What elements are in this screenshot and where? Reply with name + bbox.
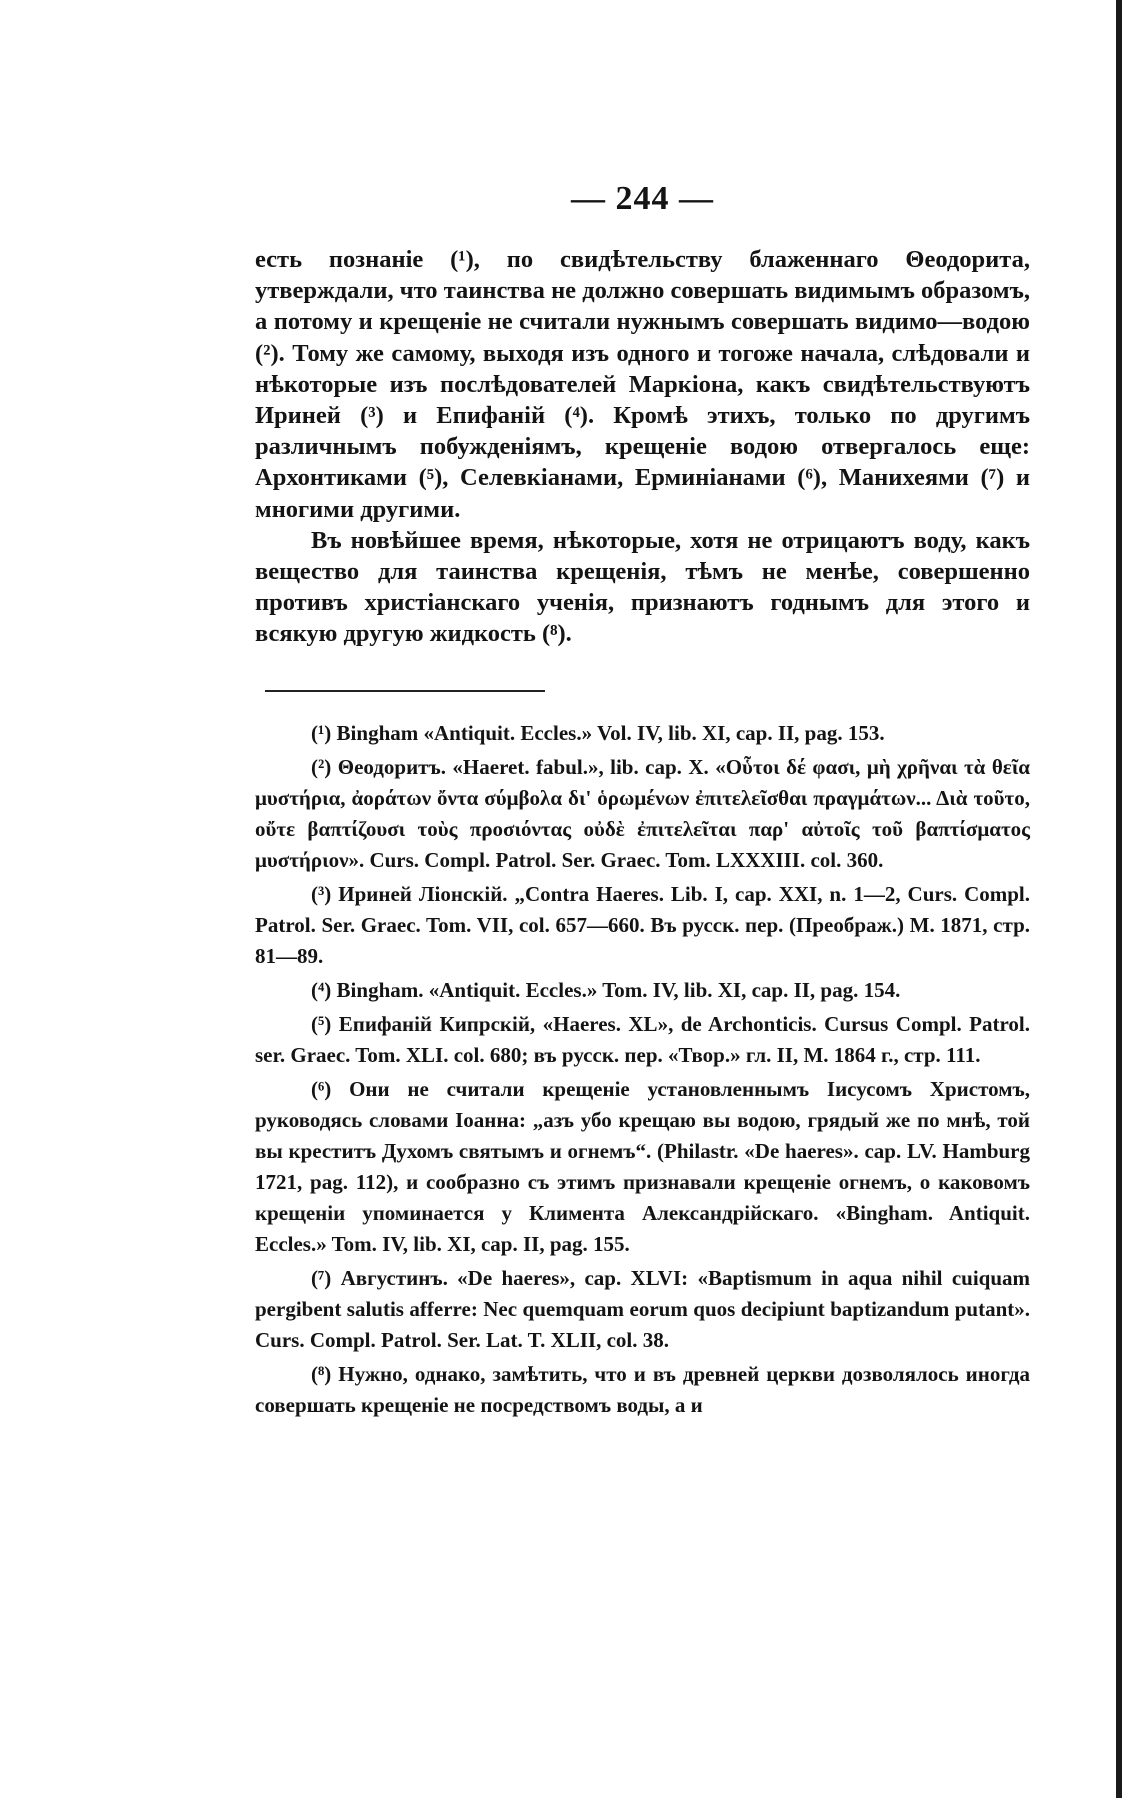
footnote-mark: (³): [311, 881, 332, 906]
footnote-8: [255, 1359, 1030, 1421]
footnote-5: [255, 1009, 1030, 1071]
footnote-text: Августинъ. «De haeres», cap. XLVI: «Baptismum in aqua nihil cuiquam pergibent salutis afferre: Nec quemquam eorum quos decipiunt baptizandum putant». Curs. Compl. Patrol. Ser. Lat. T. XLII, col. 38.: [255, 1265, 1031, 1352]
page-edge-border: [1116, 0, 1122, 1798]
footnote-3: [255, 879, 1030, 972]
body-paragraph-2: Въ новѣйшее время, нѣкоторые, хотя не отрицаютъ воду, какъ вещество для таинства крещенія, тѣмъ не менѣе, совершенно противъ христіанскаго ученія, признаютъ годнымъ для этого и всякую другую жидкость (⁸).: [255, 526, 1030, 648]
footnote-1: [255, 718, 1030, 749]
footnote-text: Они не считали крещеніе установленнымъ Іисусомъ Христомъ, руководясь словами Іоанна: „азъ убо крещаю вы водою, грядый же по мнѣ, той вы креститъ Духомъ святымъ и огнемъ“. (Philastr. «De haeres». cap. LV. Hamburg 1721, pag. 112), и сообразно съ этимъ признавали крещеніе огнемъ, о каковомъ крещеніи упоминается у Климента Александрійскаго. «Bingham. Antiquit. Eccles.» Tom. IV, lib. XI, cap. II, pag. 155.: [255, 1076, 1031, 1256]
footnote-mark: (⁶): [311, 1076, 332, 1101]
footnote-7: [255, 1263, 1030, 1356]
footnote-separator: [265, 690, 545, 692]
footnotes: [255, 718, 1030, 1421]
footnote-mark: (⁴): [311, 977, 332, 1002]
footnote-text: Нужно, однако, замѣтить, что и въ древней церкви дозволялось иногда совершать крещеніе не посредствомъ воды, а и: [255, 1361, 1030, 1417]
document-page: [255, 180, 1030, 1424]
footnote-text: Епифаній Кипрскій, «Haeres. XL», de Archonticis. Cursus Compl. Patrol. ser. Graec. Tom. XLI. col. 680; въ русск. пер. «Твор.» гл. II, М. 1864 г., стр. 111.: [255, 1011, 1031, 1067]
footnote-2: [255, 752, 1030, 876]
footnote-mark: (⁸): [311, 1361, 332, 1386]
footnote-mark: (²): [311, 754, 332, 779]
footnote-6: [255, 1074, 1030, 1260]
footnote-text: Bingham «Antiquit. Eccles.» Vol. IV, lib. XI, cap. II, pag. 153.: [336, 720, 885, 745]
footnote-4: [255, 975, 1030, 1006]
main-text: [255, 244, 1030, 650]
page-number: — 244 —: [571, 180, 714, 217]
footnote-text: Bingham. «Antiquit. Eccles.» Tom. IV, lib. XI, cap. II, pag. 154.: [336, 977, 901, 1002]
footnote-text: Θеодоритъ. «Haeret. fabul.», lib. cap. X. «Οὗτοι δέ φασι, μὴ χρῆναι τὰ θεῖα μυστήρια, ἀοράτων ὄντα σύμβολα δι' ὁρωμένων ἐπιτελεῖσθαι πραγμάτων... Διὰ τοῦτο, οὔτε βαπτίζουσι τοὺς προσιόντας οὐδὲ ἐπιτελεῖται παρ' αὐτοῖς τοῦ βαπτίσματος μυστήριον». Curs. Compl. Patrol. Ser. Graec. Tom. LXXXIII. col. 360.: [255, 754, 1030, 872]
footnote-text: Ириней Ліонскій. „Contra Haeres. Lib. I, cap. XXI, n. 1—2, Curs. Compl. Patrol. Ser. Graec. Tom. VII, col. 657—660. Въ русск. пер. (Преображ.) М. 1871, стр. 81—89.: [255, 881, 1030, 968]
body-paragraph-1: есть познаніе (¹), по свидѣтельству блаженнаго Θеодорита, утверждали, что таинства не должно совершать видимымъ образомъ, а потому и крещеніе не считали нужнымъ совершать видимо—водою (²). Тому же самому, выходя изъ одного и тогоже начала, слѣдовали и нѣкоторые изъ послѣдователей Маркіона, какъ свидѣтельствуютъ Ириней (³) и Епифаній (⁴). Кромѣ этихъ, только по другимъ различнымъ побужденіямъ, крещеніе водою отвергалось еще: Архонтиками (⁵), Селевкіанами, Ерминіанами (⁶), Манихеями (⁷) и многими другими.: [255, 246, 1030, 523]
footnote-mark: (⁷): [311, 1265, 332, 1290]
footnote-mark: (¹): [311, 720, 332, 745]
footnote-mark: (⁵): [311, 1011, 332, 1036]
